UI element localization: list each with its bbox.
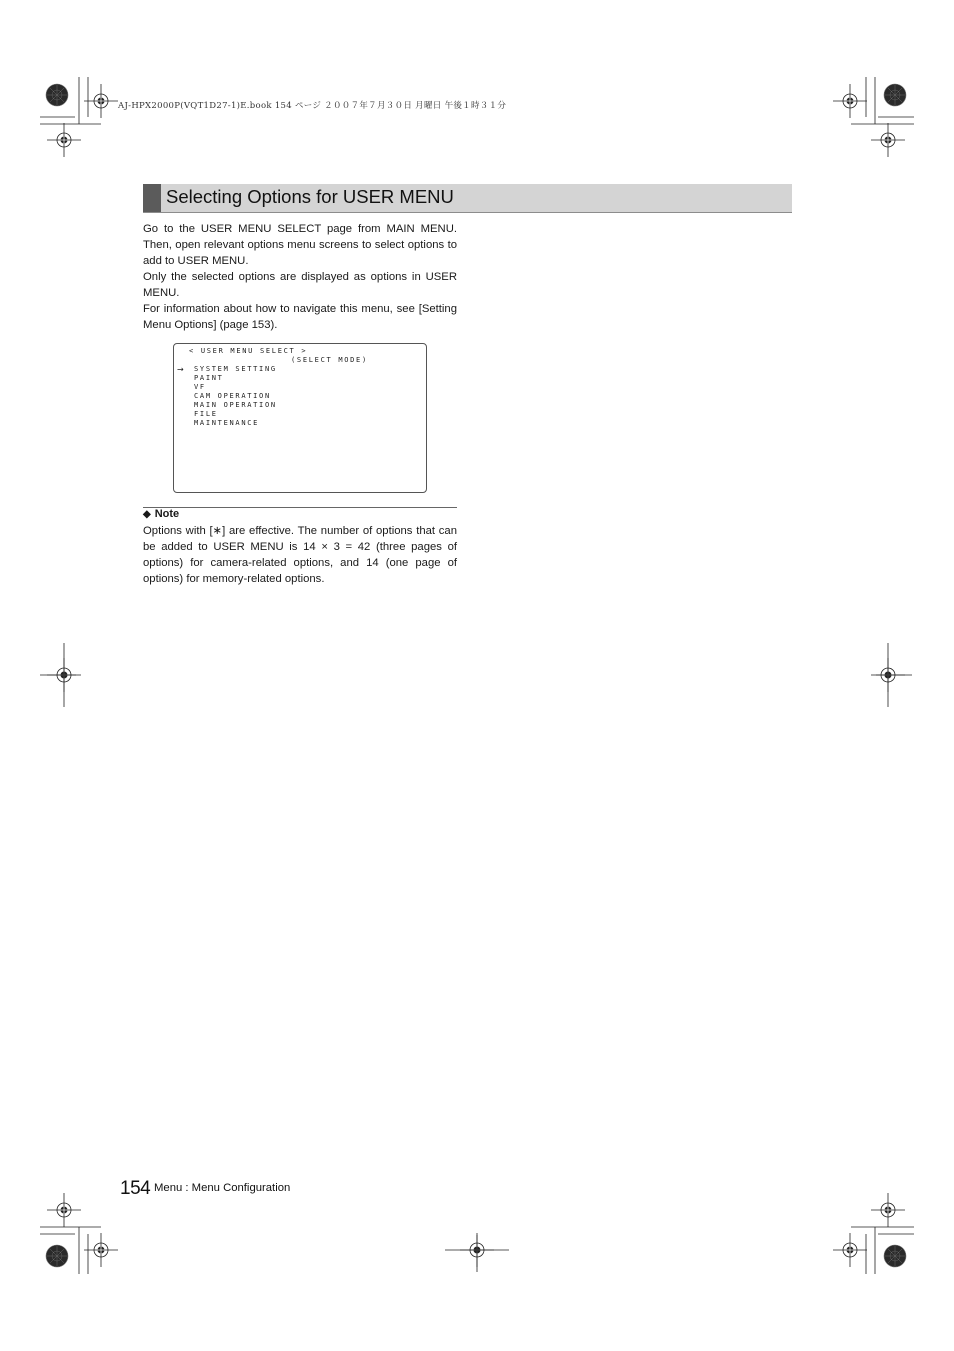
- menu-item-main-operation: MAIN OPERATION: [194, 401, 277, 409]
- note-heading: [143, 508, 179, 520]
- menu-item-file: FILE: [194, 410, 218, 418]
- section-title-bar: [143, 184, 792, 213]
- note-heading-label: Note: [154, 508, 180, 520]
- body-paragraph: Only the selected options are displayed as options in USER MENU.: [143, 271, 457, 299]
- title-accent-block: [143, 184, 161, 212]
- menu-item-system-setting: SYSTEM SETTING: [194, 365, 277, 373]
- cursor-arrow-icon: →: [177, 365, 184, 374]
- body-paragraph: For information about how to navigate this menu, see [Setting Menu Options] (page 153).: [143, 303, 457, 331]
- note-divider: [143, 507, 457, 508]
- menu-screen-title: < USER MENU SELECT >: [189, 347, 308, 355]
- menu-screen-illustration: [173, 343, 427, 493]
- menu-item-paint: PAINT: [194, 374, 224, 382]
- menu-screen-mode: (SELECT MODE): [291, 356, 368, 364]
- page-number: 154: [120, 1178, 151, 1199]
- menu-item-cam-operation: CAM OPERATION: [194, 392, 271, 400]
- menu-item-maintenance: MAINTENANCE: [194, 419, 260, 427]
- footer-section: Menu : Menu Configuration: [154, 1182, 291, 1194]
- menu-item-vf: VF: [194, 383, 206, 391]
- body-text: [143, 221, 457, 333]
- diamond-icon: ◆: [143, 509, 151, 520]
- print-header: AJ-HPX2000P(VQT1D27-1)E.book 154 ページ ２００７年７月３０日 月曜日 午後１時３１分: [118, 101, 507, 111]
- note-text: Options with [∗] are effective. The number of options that can be added to USER MENU is 14 × 3 = 42 (three pages of options) for camera-related options, and 14 (one page of options) for memory-related options.: [143, 525, 457, 585]
- section-title: Selecting Options for USER MENU: [166, 186, 454, 207]
- body-paragraph: Go to the USER MENU SELECT page from MAIN MENU. Then, open relevant options menu screens to select options to add to USER MENU.: [143, 223, 457, 267]
